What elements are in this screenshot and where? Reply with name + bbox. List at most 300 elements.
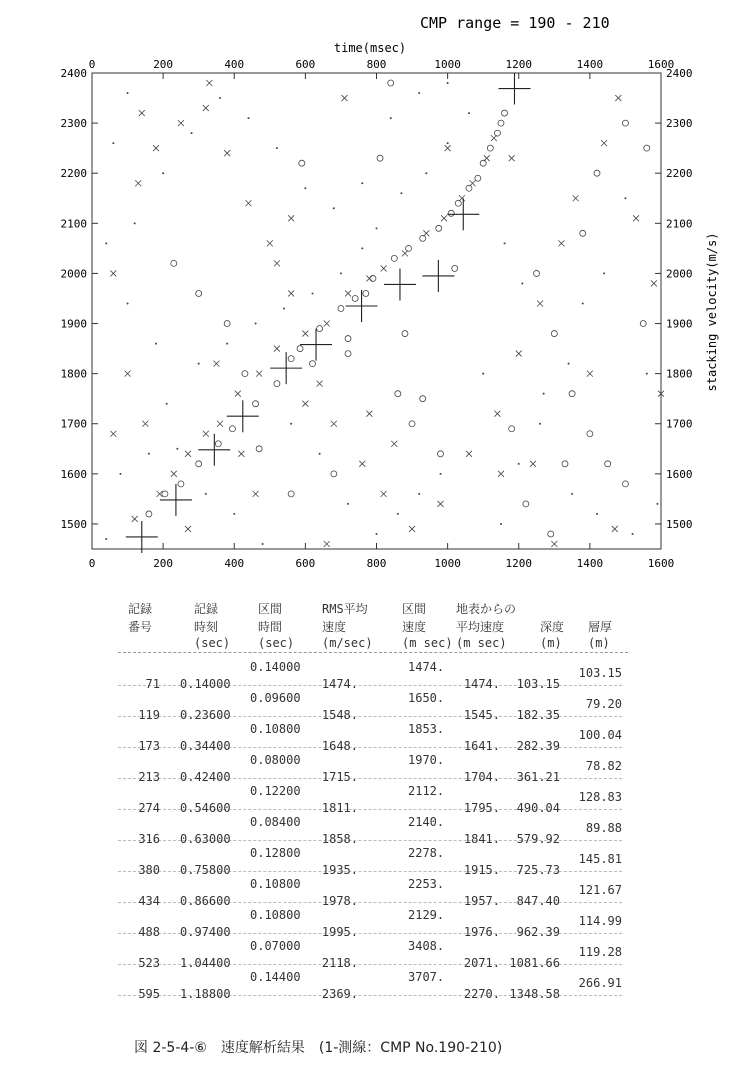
scatter-cross [651,280,657,286]
x-tick-label-top: 800 [366,58,387,71]
interval-time: 0.14000 [250,660,301,674]
rms-velocity: 1548. [321,708,358,722]
record-number: 71 [145,677,160,691]
x-tick-label-top: 1000 [434,58,461,71]
x-tick-label-bottom: 800 [366,557,387,570]
scatter-cross [139,110,145,116]
scatter-dot [127,92,129,94]
interval-time: 0.08000 [250,753,301,767]
x-tick-label-top: 600 [295,58,316,71]
scatter-dot [219,97,221,99]
scatter-cross [185,451,191,457]
scatter-circle [395,391,401,397]
scatter-cross [391,441,397,447]
scatter-cross [438,501,444,507]
scatter-cross [441,215,447,221]
scatter-cross [224,150,230,156]
scatter-circle [331,471,337,477]
interval-time: 0.10800 [250,877,301,891]
scatter-circle [388,80,394,86]
scatter-circle [480,160,486,166]
scatter-dot [205,493,207,495]
scatter-dot [191,132,193,134]
scatter-dot [361,247,363,249]
scatter-circle [466,185,472,191]
scatter-circle [274,381,280,387]
scatter-dot [304,187,306,189]
depth: 282.39 [516,739,560,753]
record-time: 0.63000 [180,832,231,846]
scatter-cross [331,421,337,427]
scatter-dot [624,197,626,199]
velocity-pick [227,400,259,432]
record-number: 213 [138,770,160,784]
scatter-dot [105,538,107,540]
velocity-pick [447,198,479,230]
scatter-cross [601,140,607,146]
average-velocity: 1841. [463,832,500,846]
scatter-circle [317,326,323,332]
scatter-cross [409,526,415,532]
scatter-cross [573,195,579,201]
scatter-dot [127,302,129,304]
velocity-pick [198,434,230,466]
scatter-dot [290,423,292,425]
y-tick-label-left: 2300 [60,117,87,131]
scatter-circle [162,491,168,497]
scatter-circle [253,401,259,407]
table-header-cell: RMS平均 [322,602,368,616]
table-header-cell: (m sec) [402,636,453,650]
scatter-cross [302,331,308,337]
y-tick-label-left: 2100 [60,217,87,231]
scatter-circle [345,351,351,357]
scatter-cross [537,300,543,306]
velocity-pick [270,352,302,384]
scatter-dot [596,513,598,515]
y-tick-label-left: 1500 [60,517,87,531]
y-tick-label-right: 2400 [666,67,693,80]
velocity-pick [384,268,416,300]
scatter-circle [178,481,184,487]
scatter-circle [406,245,412,251]
scatter-dot [418,92,420,94]
scatter-circle [363,290,369,296]
depth: 182.35 [516,708,560,722]
table-header-cell: (m) [588,636,610,650]
depth: 361.21 [516,770,560,784]
scatter-circle [523,501,529,507]
scatter-circle [438,451,444,457]
scatter-cross [366,411,372,417]
average-velocity: 1474. [463,677,500,691]
scatter-cross [466,451,472,457]
scatter-cross [381,491,387,497]
scatter-cross [509,155,515,161]
scatter-dot [400,192,402,194]
scatter-cross [324,541,330,547]
scatter-cross [498,471,504,477]
layer-thickness: 266.91 [578,976,622,990]
interval-velocity: 1474. [408,660,445,674]
depth: 103.15 [516,677,560,691]
scatter-cross [317,381,323,387]
record-number: 316 [138,832,160,846]
scatter-cross [381,265,387,271]
scatter-cross [324,321,330,327]
scatter-dot [276,147,278,149]
figure-caption: 図 2-5-4-⑥ 速度解析結果 (1-測線：CMP No.190-210) [134,1040,503,1056]
depth: 1348.58 [509,987,560,1001]
velocity-pick [422,260,454,292]
table-header-cell: 区間 [258,602,283,616]
scatter-dot [333,207,335,209]
record-time: 0.34400 [180,739,231,753]
scatter-cross [171,471,177,477]
record-time: 0.42400 [180,770,231,784]
interval-velocity: 3408. [408,939,445,953]
table-header-cell: 時間 [258,620,283,634]
scatter-cross [288,290,294,296]
y-axis-label: stacking velocity(m/s) [705,232,719,392]
average-velocity: 2270. [463,987,500,1001]
scatter-dot [447,142,449,144]
scatter-cross [274,260,280,266]
scatter-cross [551,541,557,547]
scatter-cross [178,120,184,126]
rms-velocity: 1474. [321,677,358,691]
scatter-dot [376,227,378,229]
scatter-cross [423,230,429,236]
scatter-dot [319,453,321,455]
scatter-circle [338,305,344,311]
y-tick-label-left: 2400 [60,67,87,80]
average-velocity: 1704. [463,770,500,784]
scatter-cross [110,431,116,437]
scatter-circle [475,175,481,181]
average-velocity: 2071. [463,956,500,970]
interval-time: 0.10800 [250,908,301,922]
scatter-dot [247,117,249,119]
record-time: 0.86600 [180,894,231,908]
x-tick-label-bottom: 600 [295,557,316,570]
average-velocity: 1957. [463,894,500,908]
depth: 579.92 [516,832,560,846]
scatter-circle [452,265,458,271]
scatter-cross [345,290,351,296]
table-header-cell: 層厚 [588,620,613,634]
rms-velocity: 1978. [321,894,358,908]
x-axis-label: time(msec) [333,41,407,55]
scatter-dot [283,307,285,309]
scatter-circle [345,336,351,342]
scatter-dot [134,222,136,224]
record-number: 488 [138,925,160,939]
interval-time: 0.07000 [250,939,301,953]
table-header-separator [118,652,628,653]
scatter-dot [504,242,506,244]
rms-velocity: 2369. [321,987,358,1001]
scatter-dot [518,463,520,465]
scatter-circle [487,145,493,151]
scatter-circle [551,331,557,337]
scatter-dot [482,373,484,375]
y-tick-label-right: 2000 [666,267,693,281]
scatter-dot [176,448,178,450]
layer-thickness: 79.20 [585,697,622,711]
x-tick-label-top: 400 [224,58,245,71]
y-tick-label-left: 1700 [60,417,87,431]
scatter-dot [390,117,392,119]
record-time: 0.97400 [180,925,231,939]
interval-time: 0.12800 [250,846,301,860]
table-header-cell: (sec) [258,636,295,650]
scatter-cross [203,105,209,111]
scatter-dot [262,543,264,545]
scatter-dot [162,172,164,174]
scatter-dot [255,323,257,325]
table-header-cell: 時刻 [194,620,219,634]
scatter-circle [502,110,508,116]
depth: 847.40 [516,894,560,908]
scatter-cross [587,371,593,377]
scatter-cross [558,240,564,246]
scatter-cross [459,195,465,201]
x-tick-label-top: 1400 [576,58,604,71]
scatter-dot [347,503,349,505]
interval-velocity: 3707. [408,970,445,984]
table-header-cell: 番号 [128,620,153,634]
scatter-cross [185,526,191,532]
y-tick-label-left: 1600 [60,467,87,481]
scatter-circle [224,321,230,327]
scatter-circle [196,461,202,467]
y-tick-label-right: 2200 [666,167,693,181]
scatter-dot [340,272,342,274]
scatter-circle [640,321,646,327]
velocity-picks [126,73,531,553]
record-number: 119 [138,708,160,722]
rms-velocity: 1995. [321,925,358,939]
y-tick-label-right: 1600 [666,467,693,481]
velocity-pick [346,290,378,322]
axis-ticks [61,58,693,570]
layer-thickness: 128.83 [578,790,622,804]
average-velocity: 1795. [463,801,500,815]
record-time: 1.18800 [180,987,231,1001]
x-tick-label-bottom: 400 [224,557,245,570]
scatter-dot [226,343,228,345]
scatter-circle [256,446,262,452]
interval-time: 0.09600 [250,691,301,705]
y-tick-label-left: 2000 [60,267,87,281]
x-tick-label-bottom: 1200 [505,557,532,570]
record-time: 0.23600 [180,708,231,722]
record-number: 434 [138,894,160,908]
scatter-dot [105,242,107,244]
table-header-cell: 地表からの [456,602,517,616]
layer-thickness: 114.99 [578,914,622,928]
scatter-circle [436,225,442,231]
x-tick-label-bottom: 200 [153,557,174,570]
velocity-pick [160,484,192,516]
interval-velocity: 2140. [408,815,445,829]
scatter-cross [470,180,476,186]
record-number: 523 [138,956,160,970]
scatter-marks [105,80,664,547]
scatter-circle [297,346,303,352]
layer-thickness: 89.88 [585,821,622,835]
x-tick-label-top: 200 [153,58,174,71]
interval-time: 0.10800 [250,722,301,736]
scatter-dot [646,373,648,375]
interval-velocity: 2129. [408,908,445,922]
scatter-circle [548,531,554,537]
scatter-dot [112,142,114,144]
depth: 962.39 [516,925,560,939]
y-tick-label-right: 2100 [666,217,693,231]
rms-velocity: 1715. [321,770,358,784]
scatter-dot [425,172,427,174]
scatter-circle [420,396,426,402]
scatter-dot [468,112,470,114]
scatter-circle [377,155,383,161]
scatter-cross [153,145,159,151]
scatter-cross [612,526,618,532]
scatter-circle [391,255,397,261]
scatter-circle [562,461,568,467]
scatter-circle [229,426,235,432]
plot-frame [92,73,661,549]
velocity-pick [126,521,158,553]
scatter-cross [615,95,621,101]
depth: 725.73 [516,863,560,877]
rms-velocity: 1648. [321,739,358,753]
scatter-circle [448,210,454,216]
table-header-cell: 深度 [540,620,565,634]
scatter-cross [235,391,241,397]
scatter-cross [206,80,212,86]
scatter-dot [376,533,378,535]
x-tick-label-bottom: 1000 [434,557,461,570]
record-number: 173 [138,739,160,753]
scatter-circle [569,391,575,397]
layer-thickness: 119.28 [578,945,622,959]
scatter-circle [494,130,500,136]
scatter-cross [302,401,308,407]
scatter-cross [445,145,451,151]
y-tick-label-right: 2300 [666,117,693,131]
layer-thickness: 145.81 [578,852,622,866]
scatter-circle [409,421,415,427]
layer-thickness: 78.82 [585,759,622,773]
interval-velocity: 1650. [408,691,445,705]
record-number: 274 [138,801,160,815]
x-tick-label-top: 0 [88,58,96,71]
scatter-cross [110,270,116,276]
table-header-cell: 速度 [322,620,347,634]
interval-time: 0.14400 [250,970,301,984]
scatter-cross [516,351,522,357]
record-time: 0.14000 [180,677,231,691]
scatter-circle [288,491,294,497]
scatter-dot [148,453,150,455]
scatter-dot [397,513,399,515]
record-time: 0.75800 [180,863,231,877]
scatter-circle [622,481,628,487]
scatter-cross [359,461,365,467]
y-tick-label-left: 1900 [60,317,87,331]
rms-velocity: 1811. [321,801,358,815]
scatter-circle [288,356,294,362]
record-time: 1.04400 [180,956,231,970]
scatter-dot [500,523,502,525]
table-header-cell: (m) [540,636,562,650]
layer-thickness: 100.04 [578,728,622,742]
scatter-dot [361,182,363,184]
y-tick-label-left: 1800 [60,367,87,381]
table-header-cell: (m sec) [456,636,507,650]
rms-velocity: 2118. [321,956,358,970]
scatter-dot [119,473,121,475]
scatter-dot [440,473,442,475]
table-header-cell: 速度 [402,620,427,634]
scatter-dot [568,363,570,365]
y-tick-label-right: 1700 [666,417,693,431]
scatter-cross [142,421,148,427]
scatter-cross [494,411,500,417]
scatter-dot [233,513,235,515]
depth: 1081.66 [509,956,560,970]
interval-time: 0.12200 [250,784,301,798]
rms-velocity: 1935. [321,863,358,877]
scatter-dot [447,82,449,84]
scatter-dot [521,282,523,284]
interval-velocity: 1853. [408,722,445,736]
table-header-cell: 記録 [128,602,153,616]
scatter-circle [370,275,376,281]
average-velocity: 1976. [463,925,500,939]
scatter-dot [311,292,313,294]
scatter-cross [217,421,223,427]
scatter-circle [594,170,600,176]
scatter-dot [418,493,420,495]
scatter-circle [171,260,177,266]
scatter-dot [539,423,541,425]
scatter-cross [213,361,219,367]
velocity-pick [498,73,530,105]
interval-velocity: 2112. [408,784,445,798]
scatter-circle [587,431,593,437]
scatter-circle [196,290,202,296]
x-tick-label-bottom: 1400 [576,557,604,570]
scatter-circle [605,461,611,467]
y-tick-label-right: 1500 [666,517,693,531]
scatter-circle [534,270,540,276]
scatter-circle [509,426,515,432]
scatter-cross [341,95,347,101]
scatter-circle [498,120,504,126]
scatter-cross [132,516,138,522]
scatter-cross [125,371,131,377]
scatter-cross [288,215,294,221]
scatter-circle [309,361,315,367]
scatter-circle [455,200,461,206]
interval-velocity: 2278. [408,846,445,860]
scatter-dot [582,302,584,304]
scatter-dot [543,393,545,395]
table-header-cell: (m/sec) [322,636,373,650]
